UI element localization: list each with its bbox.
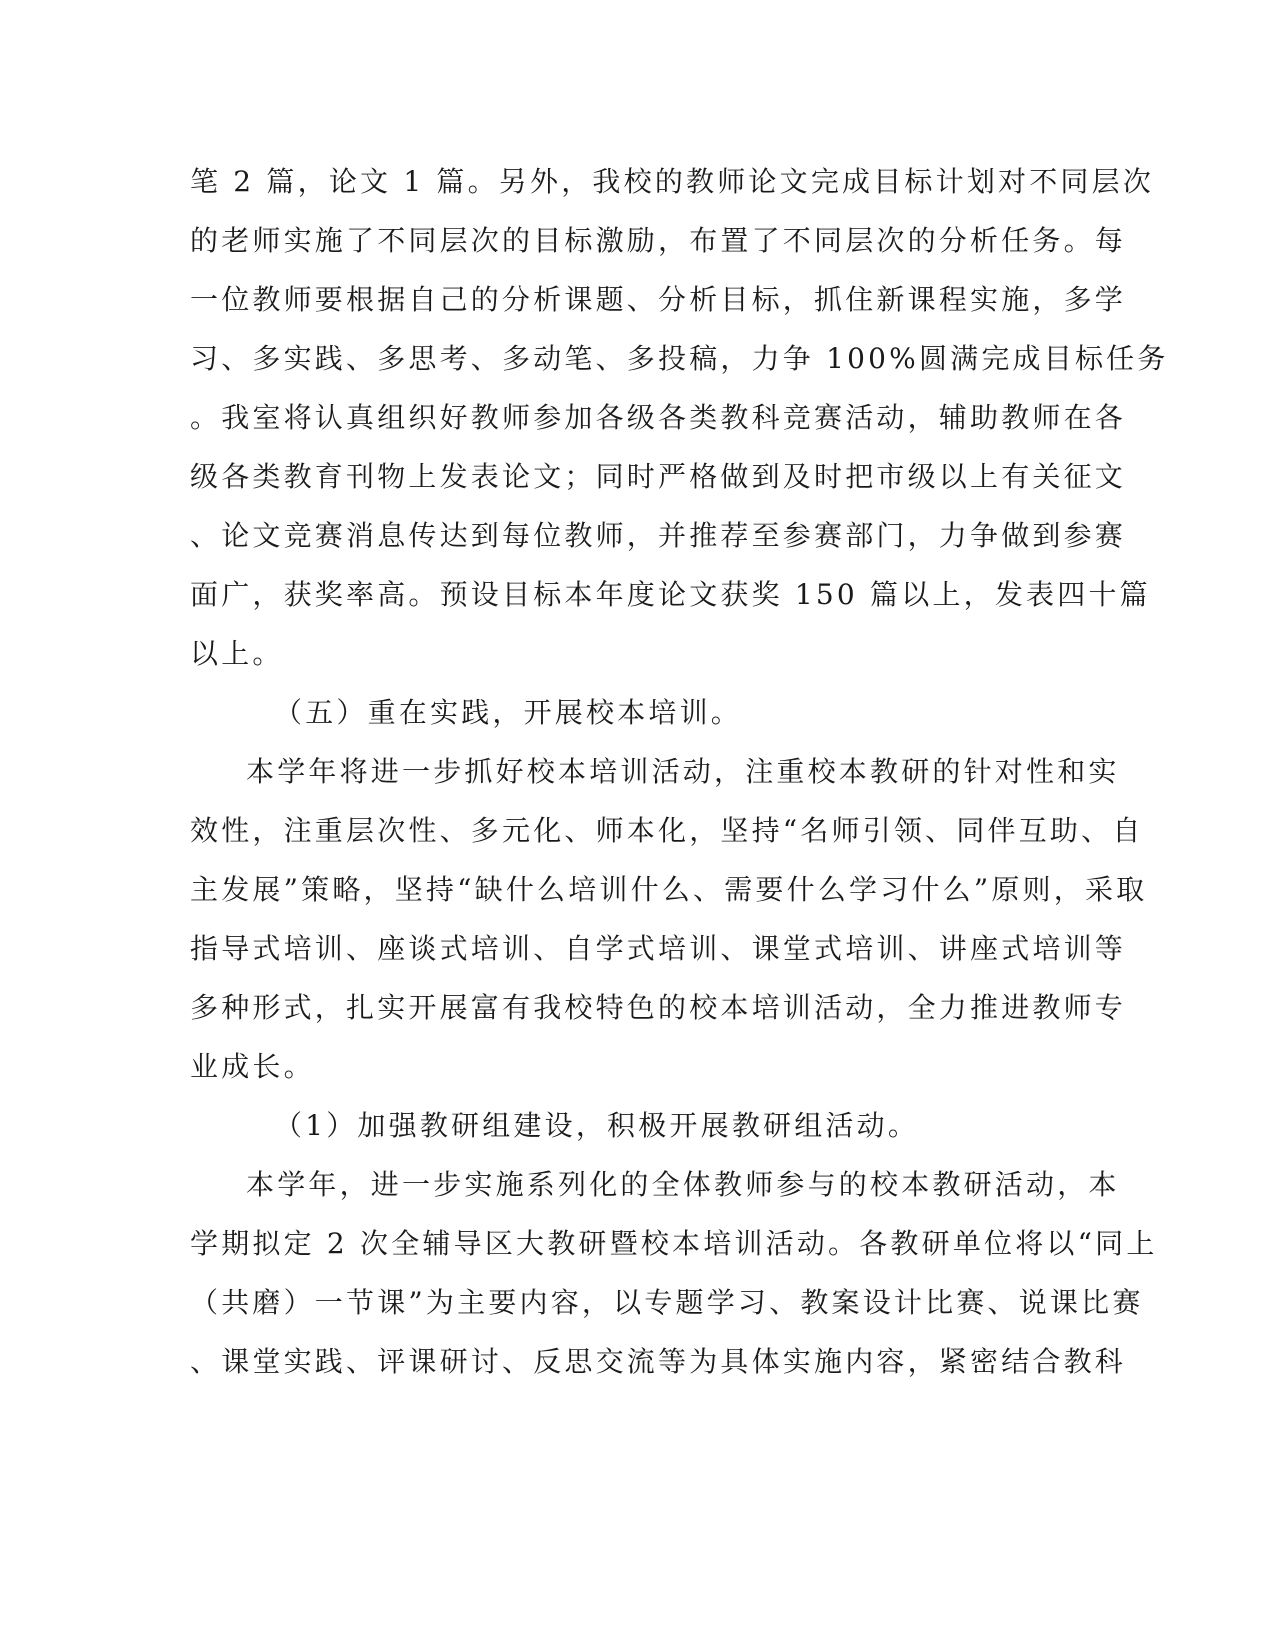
subsection-heading: （1）加强教研组建设，积极开展教研组活动。: [274, 1109, 920, 1142]
text-line: 业成长。: [190, 1050, 315, 1083]
text-line: 多种形式，扎实开展富有我校特色的校本培训活动，全力推进教师专: [190, 991, 1127, 1024]
text-line: 指导式培训、座谈式培训、自学式培训、课堂式培训、讲座式培训等: [190, 932, 1127, 965]
text-line: 效性，注重层次性、多元化、师本化，坚持“名师引领、同伴互助、自: [190, 814, 1144, 847]
text-line: 级各类教育刊物上发表论文；同时严格做到及时把市级以上有关征文: [190, 460, 1127, 493]
text-line: 、课堂实践、评课研讨、反思交流等为具体实施内容，紧密结合教科: [190, 1345, 1127, 1378]
text-line: 习、多实践、多思考、多动笔、多投稿，力争 100%圆满完成目标任务: [190, 342, 1169, 375]
text-line: 笔 2 篇，论文 1 篇。另外，我校的教师论文完成目标计划对不同层次: [190, 165, 1155, 198]
section-heading: （五）重在实践，开展校本培训。: [274, 696, 743, 729]
text-line: 的老师实施了不同层次的目标激励，布置了不同层次的分析任务。每: [190, 224, 1127, 257]
paragraph-first-line: 本学年将进一步抓好校本培训活动，注重校本教研的针对性和实: [246, 755, 1120, 788]
text-line: 、论文竞赛消息传达到每位教师，并推荐至参赛部门，力争做到参赛: [190, 519, 1127, 552]
text-line: 面广，获奖率高。预设目标本年度论文获奖 150 篇以上，发表四十篇: [190, 578, 1151, 611]
text-line: 以上。: [190, 637, 284, 670]
text-line: 一位教师要根据自己的分析课题、分析目标，抓住新课程实施，多学: [190, 283, 1127, 316]
text-line: 主发展”策略，坚持“缺什么培训什么、需要什么学习什么”原则，采取: [190, 873, 1148, 906]
text-line: 。我室将认真组织好教师参加各级各类教科竞赛活动，辅助教师在各: [190, 401, 1127, 434]
paragraph-first-line: 本学年，进一步实施系列化的全体教师参与的校本教研活动，本: [246, 1168, 1120, 1201]
text-line: （共磨）一节课”为主要内容，以专题学习、教案设计比赛、说课比赛: [190, 1286, 1144, 1319]
text-line: 学期拟定 2 次全辅导区大教研暨校本培训活动。各教研单位将以“同上: [190, 1227, 1158, 1260]
